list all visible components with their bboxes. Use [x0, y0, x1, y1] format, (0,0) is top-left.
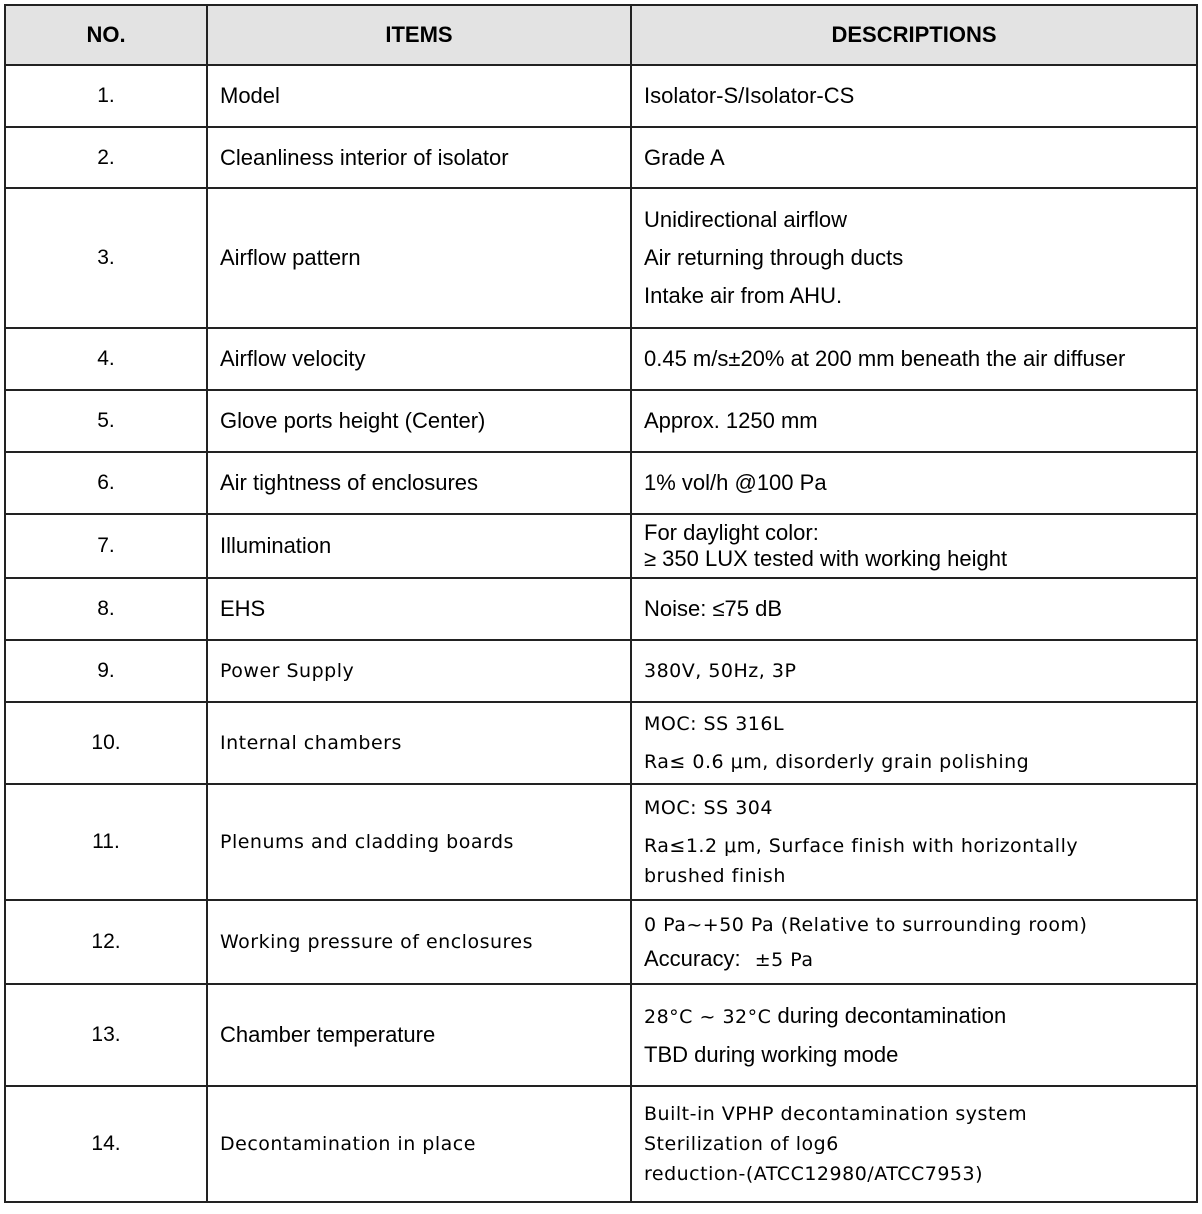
- row-description: [631, 328, 1197, 390]
- table-row: [5, 452, 1197, 514]
- description-line: brushed finish: [644, 865, 786, 887]
- description-line: Unidirectional airflow: [644, 207, 847, 232]
- row-item: Internal chambers: [207, 702, 631, 784]
- row-item: Power Supply: [207, 640, 631, 702]
- row-description: [631, 578, 1197, 640]
- description-line: 0 Pa~+50 Pa (Relative to surrounding room): [644, 913, 1088, 936]
- description-line: TBD during working mode: [644, 1041, 899, 1067]
- description-line: Approx. 1250 mm: [644, 408, 818, 433]
- description-line: ≥ 350 LUX tested with working height: [644, 546, 1008, 571]
- description-line: Noise: ≤75 dB: [644, 596, 783, 621]
- description-line: 0.45 m/s±20% at 200 mm beneath the air diffuser: [644, 346, 1126, 371]
- row-number: 10.: [5, 702, 207, 784]
- description-line: Air returning through ducts: [644, 245, 904, 270]
- description-line: Ra≤1.2 μm, Surface finish with horizontally: [644, 835, 1079, 857]
- row-description: [631, 452, 1197, 514]
- row-item: Air tightness of enclosures: [207, 452, 631, 514]
- description-line: reduction-(ATCC12980/ATCC7953): [644, 1163, 984, 1185]
- description-line: Sterilization of log6: [644, 1133, 839, 1155]
- row-item: Working pressure of enclosures: [207, 900, 631, 984]
- row-description: [631, 127, 1197, 188]
- description-line: Intake air from AHU.: [644, 283, 843, 308]
- row-description: [631, 702, 1197, 784]
- header-items: ITEMS: [207, 5, 631, 65]
- table-row: [5, 578, 1197, 640]
- row-item: Illumination: [207, 514, 631, 578]
- table-row: [5, 784, 1197, 900]
- description-line: MOC: SS 304: [644, 797, 773, 819]
- row-description: [631, 514, 1197, 578]
- table-row: [5, 188, 1197, 328]
- row-number: 8.: [5, 578, 207, 640]
- row-item: Cleanliness interior of isolator: [207, 127, 631, 188]
- table-row: [5, 1086, 1197, 1202]
- row-number: 11.: [5, 784, 207, 900]
- table-row: [5, 984, 1197, 1086]
- row-description: [631, 188, 1197, 328]
- row-number: 4.: [5, 328, 207, 390]
- description-line: MOC: SS 316L: [644, 713, 785, 735]
- row-number: 9.: [5, 640, 207, 702]
- description-line: [644, 1003, 1184, 1030]
- row-number: 7.: [5, 514, 207, 578]
- row-description: [631, 65, 1197, 127]
- row-number: 14.: [5, 1086, 207, 1202]
- row-number: 12.: [5, 900, 207, 984]
- row-description: [631, 900, 1197, 984]
- temperature-range: 28°C ~ 32°C: [644, 1005, 772, 1028]
- table-row: [5, 640, 1197, 702]
- row-item: EHS: [207, 578, 631, 640]
- table-row: [5, 514, 1197, 578]
- row-number: 6.: [5, 452, 207, 514]
- table-row: [5, 65, 1197, 127]
- row-item: Decontamination in place: [207, 1086, 631, 1202]
- row-number: 2.: [5, 127, 207, 188]
- description-line: [644, 946, 1184, 973]
- header-descriptions: DESCRIPTIONS: [631, 5, 1197, 65]
- specifications-table: [4, 4, 1198, 1203]
- table-row: [5, 702, 1197, 784]
- row-item: Glove ports height (Center): [207, 390, 631, 452]
- description-line: Grade A: [644, 144, 725, 170]
- row-item: Airflow pattern: [207, 188, 631, 328]
- row-item: Airflow velocity: [207, 328, 631, 390]
- row-item: Plenums and cladding boards: [207, 784, 631, 900]
- temperature-condition: during decontamination: [777, 1002, 1007, 1028]
- row-item: Chamber temperature: [207, 984, 631, 1086]
- row-description: [631, 640, 1197, 702]
- description-line: Built-in VPHP decontamination system: [644, 1103, 1028, 1125]
- description-line: 380V, 50Hz, 3P: [644, 660, 797, 682]
- accuracy-value: ±5 Pa: [754, 948, 814, 971]
- description-line: Ra≤ 0.6 μm, disorderly grain polishing: [644, 751, 1030, 773]
- row-number: 1.: [5, 65, 207, 127]
- description-line: Isolator-S/Isolator-CS: [644, 83, 855, 108]
- header-row: [5, 5, 1197, 65]
- row-number: 13.: [5, 984, 207, 1086]
- row-description: [631, 1086, 1197, 1202]
- header-no: NO.: [5, 5, 207, 65]
- row-number: 5.: [5, 390, 207, 452]
- table-row: [5, 127, 1197, 188]
- row-item: Model: [207, 65, 631, 127]
- row-description: [631, 390, 1197, 452]
- description-line: 1% vol/h @100 Pa: [644, 470, 827, 495]
- table-row: [5, 900, 1197, 984]
- description-line: For daylight color:: [644, 520, 819, 545]
- row-description: [631, 784, 1197, 900]
- row-description: [631, 984, 1197, 1086]
- accuracy-label: Accuracy:: [644, 945, 741, 971]
- table-row: [5, 328, 1197, 390]
- table-row: [5, 390, 1197, 452]
- row-number: 3.: [5, 188, 207, 328]
